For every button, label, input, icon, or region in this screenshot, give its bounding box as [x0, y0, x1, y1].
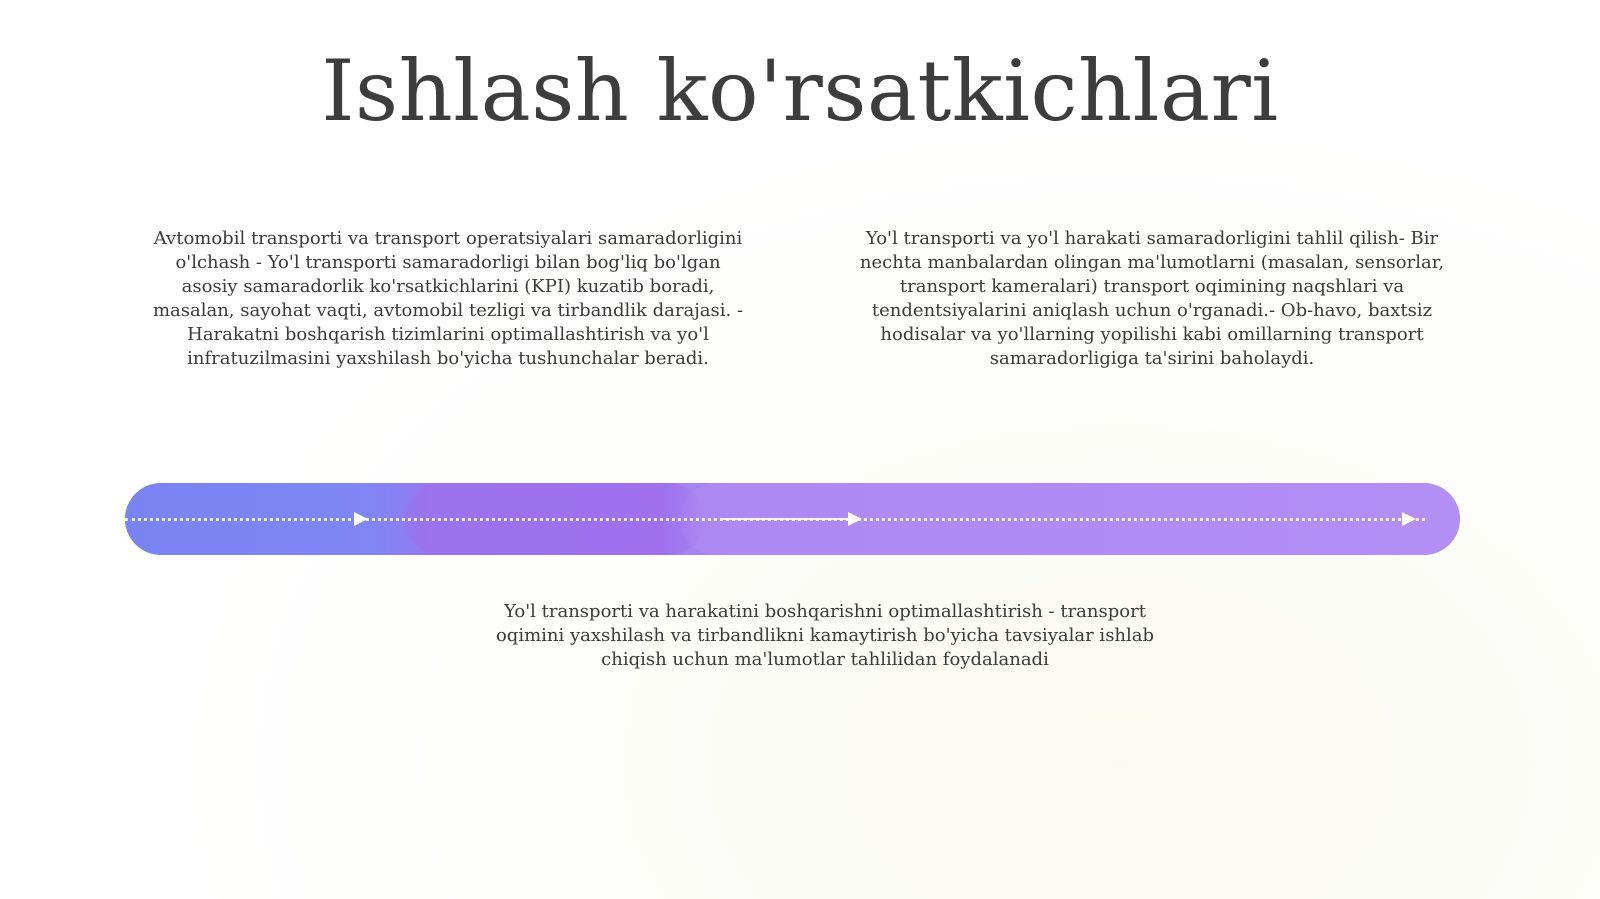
- arrow-right-icon: [354, 512, 368, 526]
- arrow-right-icon: [1402, 512, 1416, 526]
- text-block-kpi: Avtomobil transporti va transport operatsiyalari samaradorligini o'lchash - Yo'l transporti samaradorligi bilan bog'liq bo'lgan asosiy samaradorlik ko'rsatkichlarini (KPI) kuzatib boradi, masalan, sayohat vaqti, avtomobil tezligi va tirbandlik darajasi. - Harakatni boshqarish tizimlarini optimallashtirish va yo'l infratuzilmasini yaxshilash bo'yicha tushunchalar beradi.: [152, 228, 744, 369]
- timeline-solid-line: [723, 518, 853, 520]
- slide-title: Ishlash ko'rsatkichlari: [321, 42, 1279, 140]
- text-block-optimization: Yo'l transporti va harakatini boshqarishni optimallashtirish - transport oqimini yaxshilash va tirbandlikni kamaytirish bo'yicha tavsiyalar ishlab chiqish uchun ma'lumotlar tahlilidan foydalanadi: [495, 601, 1155, 670]
- arrow-right-icon: [848, 512, 862, 526]
- text-block-analysis: Yo'l transporti va yo'l harakati samaradorligini tahlil qilish- Bir nechta manbalardan olingan ma'lumotlarni (masalan, sensorlar, transport kameralari) transport oqimining naqshlari va tendentsiyalarini aniqlash uchun o'rganadi.- Ob-havo, baxtsiz hodisalar va yo'llarning yopilishi kabi omillarning transport samaradorligiga ta'sirini baholaydi.: [859, 228, 1445, 369]
